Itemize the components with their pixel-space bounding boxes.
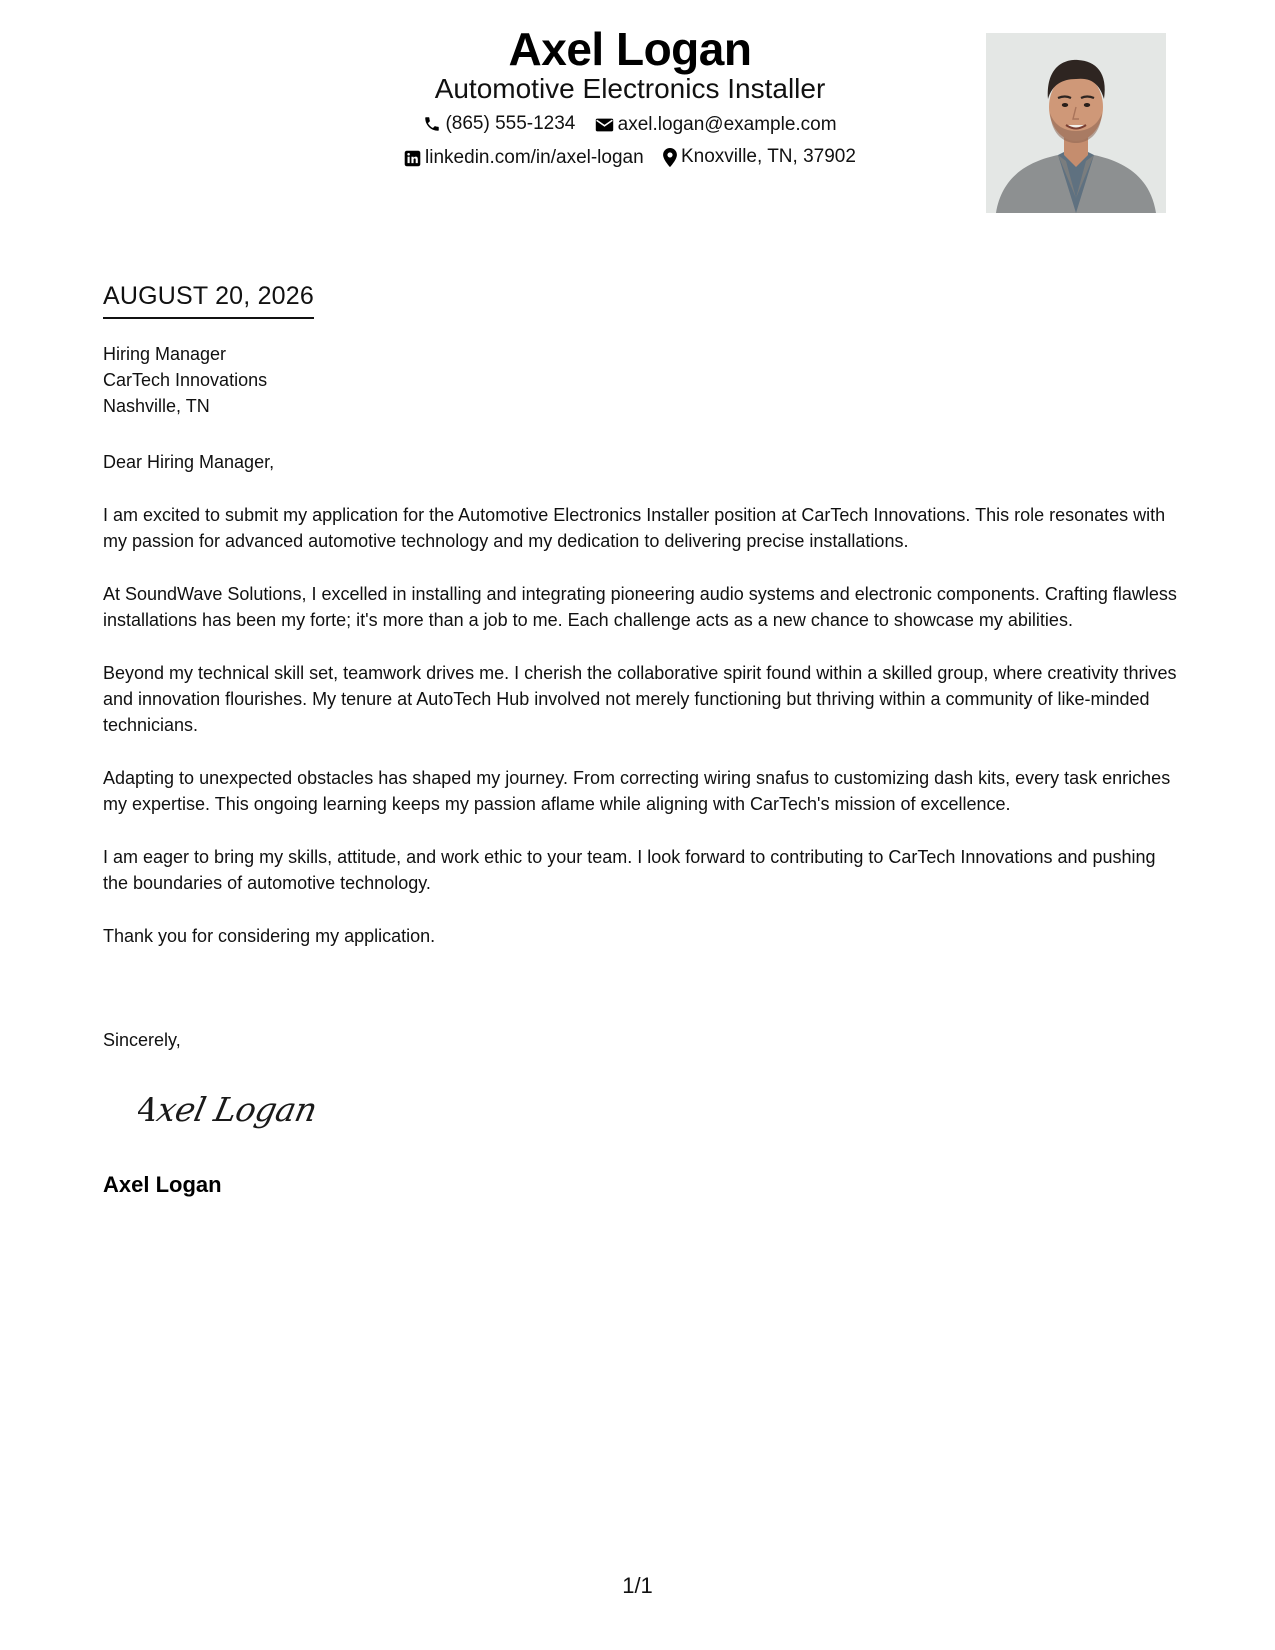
contact-phone: [423, 113, 575, 135]
contact-linkedin[interactable]: [404, 147, 644, 169]
envelope-icon: [595, 117, 614, 133]
linkedin-text[interactable]: linkedin.com/in/axel-logan: [425, 147, 644, 168]
map-pin-icon: [663, 148, 677, 167]
body-paragraph: Adapting to unexpected obstacles has shaped my journey. From correcting wiring snafus to customizing dash kits, every task enriches my expertise. This ongoing learning keeps my passion aflame while aligning with CarTech's mission of excellence.: [103, 768, 1171, 814]
closing: Sincerely,: [103, 1030, 181, 1050]
contact-email[interactable]: [595, 114, 837, 136]
applicant-name: Axel Logan: [508, 23, 752, 75]
recipient-company: CarTech Innovations: [103, 370, 268, 390]
recipient-location: Nashville, TN: [103, 396, 210, 416]
phone-icon: [423, 115, 441, 133]
job-title: Automotive Electronics Installer: [434, 73, 826, 104]
phone-text: (865) 555-1234: [445, 113, 576, 134]
location-text: Knoxville, TN, 37902: [680, 146, 856, 167]
letter-body: [103, 449, 1178, 976]
profile-photo: [986, 33, 1166, 213]
contact-location: [663, 146, 856, 168]
recipient-block: [103, 341, 267, 419]
letter-date: AUGUST 20, 2026: [103, 282, 314, 319]
linkedin-icon: [404, 150, 421, 167]
recipient-name: Hiring Manager: [103, 344, 227, 364]
portrait-image: [986, 33, 1166, 213]
body-paragraph: Beyond my technical skill set, teamwork drives me. I cherish the collaborative spirit found within a skilled group, where creativity thrives and innovation flourishes. My tenure at AutoTech Hub involved not merely functioning but thriving within a community of like-minded technicians.: [103, 663, 1177, 735]
body-paragraph: At SoundWave Solutions, I excelled in installing and integrating pioneering audio systems and electronic components. Crafting flawless installations has been my forte; it's more than a job to me. Each challenge acts as a new chance to showcase my abilities.: [103, 584, 1177, 630]
body-paragraph: Thank you for considering my application.: [103, 926, 436, 946]
body-paragraph: I am excited to submit my application for the Automotive Electronics Installer position at CarTech Innovations. This role resonates with my passion for advanced automotive technology and my dedication to delivering precise installations.: [103, 505, 1166, 551]
signature: [138, 1083, 338, 1139]
signature-image: [138, 1083, 338, 1139]
email-text[interactable]: axel.logan@example.com: [617, 114, 837, 135]
signature-script: Axel Logan: [138, 1090, 321, 1129]
body-paragraph: I am eager to bring my skills, attitude, and work ethic to your team. I look forward to contributing to CarTech Innovations and pushing the boundaries of automotive technology.: [103, 847, 1156, 893]
salutation: Dear Hiring Manager,: [103, 452, 275, 472]
signed-name: Axel Logan: [103, 1172, 222, 1197]
page-indicator: 1/1: [622, 1573, 653, 1598]
